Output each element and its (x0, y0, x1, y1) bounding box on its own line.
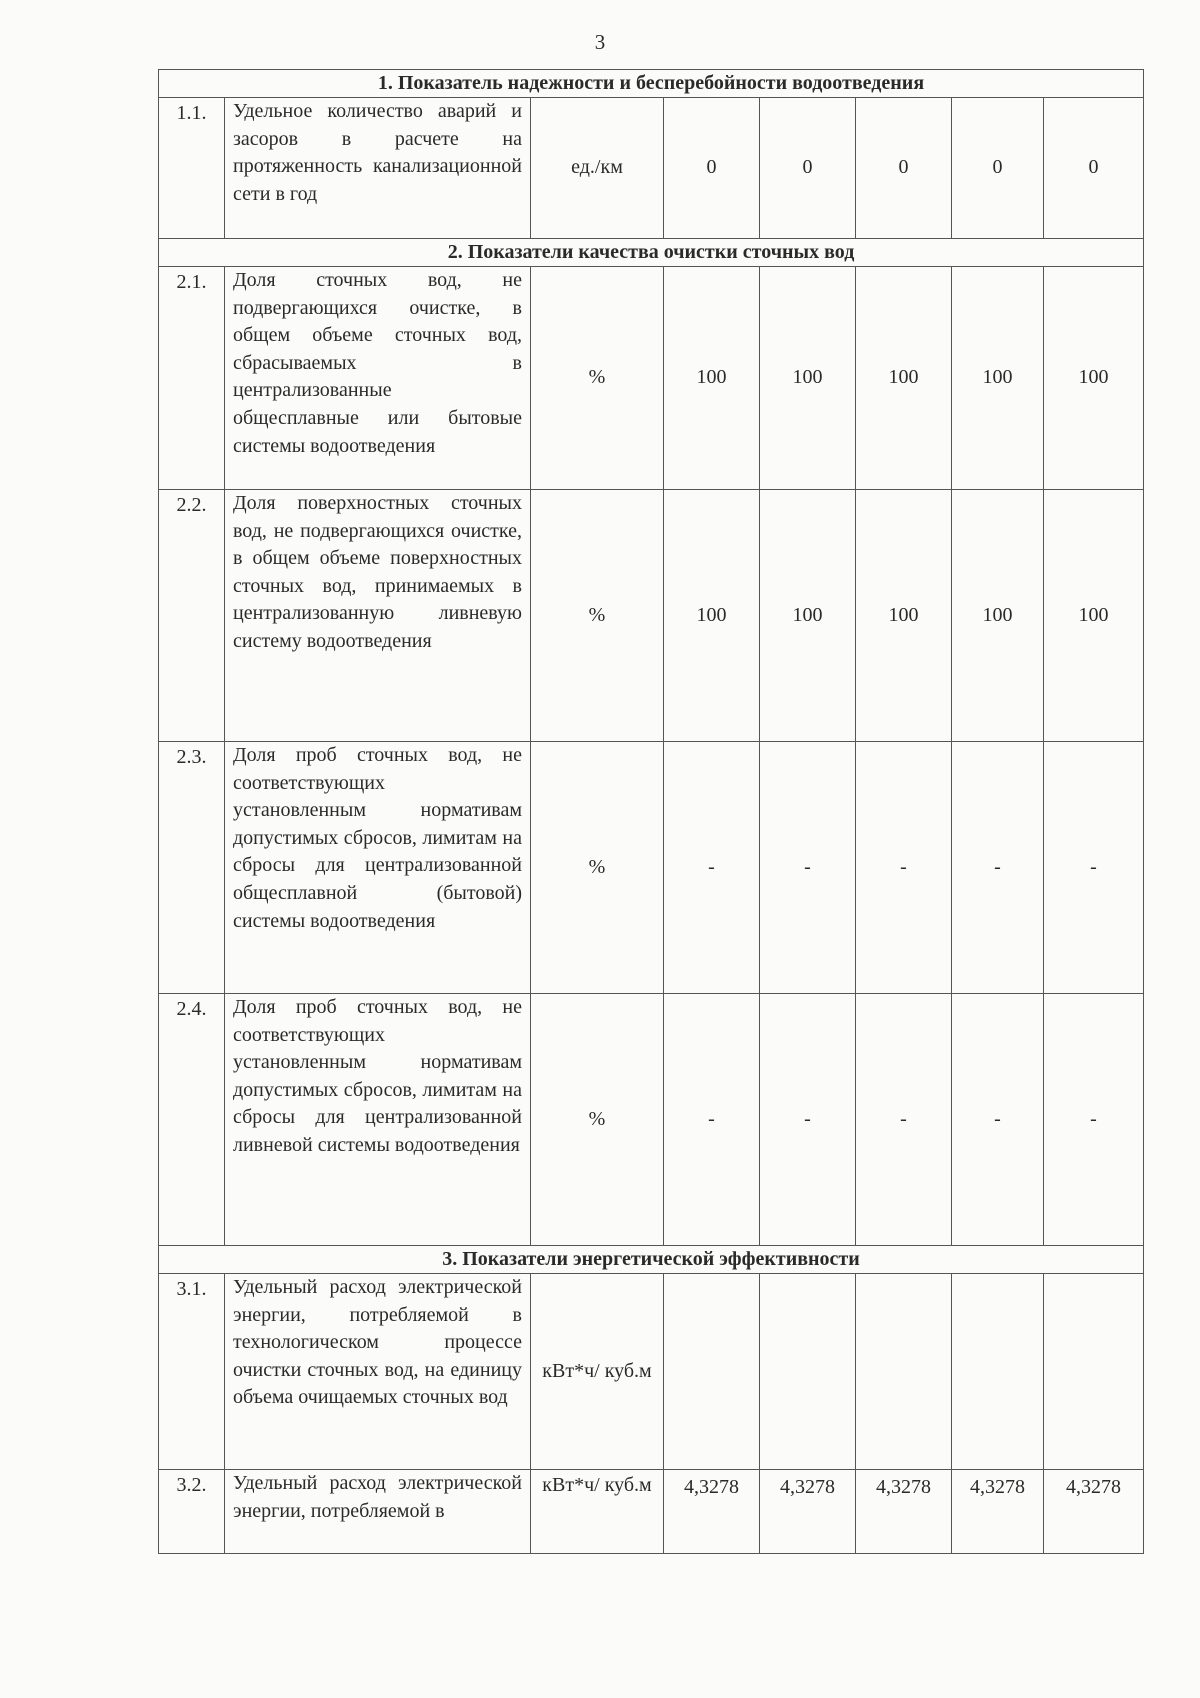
row-value: - (1044, 742, 1144, 994)
row-unit: кВт*ч/ куб.м (531, 1274, 664, 1470)
row-value: - (664, 742, 760, 994)
table-row (159, 267, 1144, 490)
row-number: 3.2. (159, 1470, 225, 1554)
row-number: 2.1. (159, 267, 225, 490)
row-value: - (856, 994, 952, 1246)
row-value: 100 (952, 267, 1044, 490)
row-value: 4,3278 (1044, 1470, 1144, 1554)
row-value: 4,3278 (664, 1470, 760, 1554)
row-unit: % (531, 742, 664, 994)
row-value: - (952, 994, 1044, 1246)
section-1-header (159, 70, 1144, 98)
row-description: Доля проб сточных вод, не соответствующих установленным нормативам допустимых сбросов, лимитам на сбросы для централизованной ливневой системы водоотведения (225, 994, 531, 1246)
row-unit: % (531, 267, 664, 490)
row-value: 100 (952, 490, 1044, 742)
row-value: 4,3278 (952, 1470, 1044, 1554)
row-number: 3.1. (159, 1274, 225, 1470)
row-description: Удельное количество аварий и засоров в расчете на протяженность канализационной сети в год (225, 98, 531, 239)
row-number: 1.1. (159, 98, 225, 239)
row-value: 4,3278 (856, 1470, 952, 1554)
row-value: - (1044, 994, 1144, 1246)
row-number: 2.3. (159, 742, 225, 994)
row-unit: ед./км (531, 98, 664, 239)
section-title: 3. Показатели энергетической эффективности (159, 1246, 1144, 1274)
row-description: Доля поверхностных сточных вод, не подвергающихся очистке, в общем объеме поверхностных сточных вод, принимаемых в централизованную ливневую систему водоотведения (225, 490, 531, 742)
section-3-header (159, 1246, 1144, 1274)
row-value (664, 1274, 760, 1470)
row-description: Удельный расход электрической энергии, потребляемой в технологическом процессе очистки сточных вод, на единицу объема очищаемых сточных вод (225, 1274, 531, 1470)
row-number: 2.4. (159, 994, 225, 1246)
table-row (159, 742, 1144, 994)
row-number: 2.2. (159, 490, 225, 742)
section-title: 2. Показатели качества очистки сточных вод (159, 239, 1144, 267)
section-title: 1. Показатель надежности и бесперебойности водоотведения (159, 70, 1144, 98)
row-value: 100 (1044, 267, 1144, 490)
row-value: 0 (952, 98, 1044, 239)
table-row (159, 994, 1144, 1246)
row-value (760, 1274, 856, 1470)
row-value: - (760, 994, 856, 1246)
row-value: 0 (856, 98, 952, 239)
table-row (159, 98, 1144, 239)
row-value: 100 (1044, 490, 1144, 742)
section-2-header (159, 239, 1144, 267)
page-number: 3 (594, 30, 606, 54)
row-value: 100 (664, 490, 760, 742)
row-value: 4,3278 (760, 1470, 856, 1554)
row-unit: кВт*ч/ куб.м (531, 1470, 664, 1554)
row-value: 100 (760, 490, 856, 742)
row-value: 0 (664, 98, 760, 239)
row-description: Доля сточных вод, не подвергающихся очистке, в общем объеме сточных вод, сбрасываемых в централизованные общесплавные или бытовые системы водоотведения (225, 267, 531, 490)
row-value: 0 (1044, 98, 1144, 239)
row-value: 100 (856, 267, 952, 490)
row-value: - (760, 742, 856, 994)
table-row (159, 490, 1144, 742)
table-row (159, 1274, 1144, 1470)
row-value: 100 (856, 490, 952, 742)
row-value: 100 (760, 267, 856, 490)
row-unit: % (531, 994, 664, 1246)
row-value: - (664, 994, 760, 1246)
row-description: Доля проб сточных вод, не соответствующих установленным нормативам допустимых сбросов, лимитам на сбросы для централизованной общесплавной (бытовой) системы водоотведения (225, 742, 531, 994)
table-row (159, 1470, 1144, 1554)
row-value: - (856, 742, 952, 994)
row-value: 100 (664, 267, 760, 490)
row-value (952, 1274, 1044, 1470)
row-value (856, 1274, 952, 1470)
row-value (1044, 1274, 1144, 1470)
indicators-table (158, 69, 1144, 1554)
row-description: Удельный расход электрической энергии, потребляемой в (225, 1470, 531, 1554)
row-unit: % (531, 490, 664, 742)
row-value: 0 (760, 98, 856, 239)
row-value: - (952, 742, 1044, 994)
